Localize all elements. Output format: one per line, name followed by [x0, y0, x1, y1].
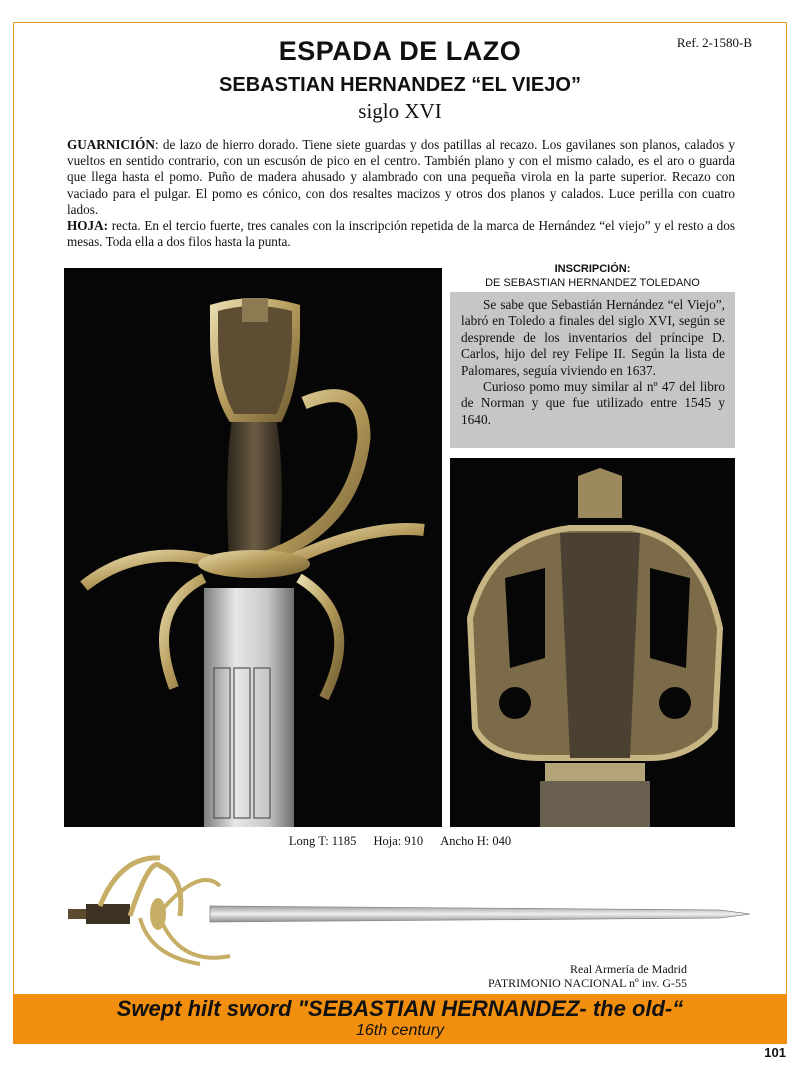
note-paragraph-2: Curioso pomo muy similar al nº 47 del libro de Norman y que fue utilizado entre 1545 y 1640.	[461, 379, 725, 427]
banner-subtitle: 16th century	[355, 1022, 445, 1039]
guarnicion-paragraph	[67, 137, 735, 218]
total-length: Long T: 1185	[288, 834, 357, 848]
reference-number: Ref. 2-1580-B	[676, 35, 752, 50]
maker-name: SEBASTIAN HERNANDEZ “EL VIEJO”	[219, 74, 581, 96]
inscription-caption	[450, 262, 735, 290]
blade-length: Hoja: 910	[373, 834, 424, 848]
sword-description	[67, 137, 735, 250]
note-paragraph-1: Se sabe que Sebastián Hernández “el Viejo”, labró en Toledo a finales del siglo XVI, según se desprende de los inventarios del príncipe D. Carlos, hijo del rey Felipe II. Según la lista de Palomares, seguía viviendo en 1637.	[461, 297, 725, 378]
century-label: siglo XVI	[358, 99, 442, 123]
page-number: 101	[764, 1045, 786, 1060]
hoja-text: recta. En el tercio fuerte, tres canales con la inscripción repetida de la marca de Hernández “el viejo” y el resto a dos mesas. Toda ella a dos filos hasta la punta.	[67, 218, 735, 250]
guarnicion-text: : de lazo de hierro dorado. Tiene siete guardas y dos patillas al recazo. Los gavilanes son planos, calados y vueltos en sentido contrario, con un escusón de pico en el centro. También plano y con el mismo calado, es el aro o guarda que llega hasta el pomo. Puño de madera ahusado y alambrado con una pequeña virola en la parte superior. Recazo con vaciado para el pulgar. El pomo es cónico, con dos resaltes macizos y otros dos planos y calados. Luce perilla con cuatro lados.	[67, 137, 735, 217]
credit-inventory: PATRIMONIO NACIONAL nº inv. G-55	[487, 976, 687, 990]
inscription-heading: INSCRIPCIÓN:	[554, 263, 631, 275]
page-title: ESPADA DE LAZO	[278, 36, 522, 66]
hoja-label: HOJA:	[67, 218, 109, 234]
inscription-text: DE SEBASTIAN HERNANDEZ TOLEDANO	[485, 277, 700, 289]
blade-width: Ancho H: 040	[440, 834, 512, 848]
english-title-banner	[13, 994, 787, 1044]
hoja-paragraph	[67, 218, 735, 250]
guarnicion-label: GUARNICIÓN	[67, 137, 155, 152]
credit-armory: Real Armería de Madrid	[570, 962, 687, 976]
banner-title: Swept hilt sword "SEBASTIAN HERNANDEZ- the old-“	[116, 996, 684, 1021]
hilt-photo	[64, 268, 442, 827]
full-sword-photo	[60, 846, 750, 968]
historical-note	[450, 292, 735, 448]
collection-credit	[488, 962, 687, 990]
pommel-photo	[450, 458, 735, 827]
